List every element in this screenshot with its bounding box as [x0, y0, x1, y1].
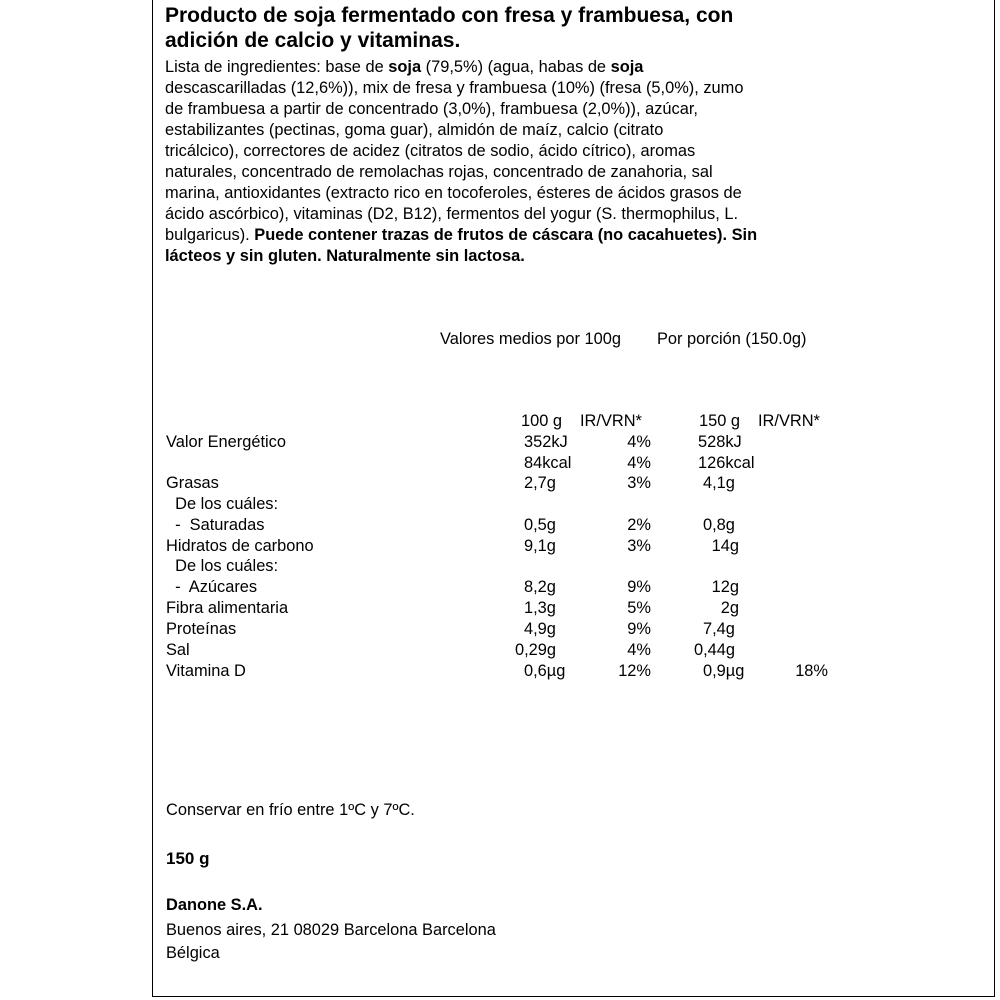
value-100g: 352kJ: [524, 433, 568, 451]
ingredients-line: naturales, concentrado de remolachas rojas, concentrado de zanahoria, sal: [165, 163, 713, 181]
nutrient-label: Grasas: [166, 474, 219, 492]
allergen-warning: lácteos y sin gluten. Naturalmente sin lactosa.: [165, 247, 525, 265]
ingredients-line: tricálcico), correctores de acidez (citratos de sodio, ácido cítrico), aromas: [165, 142, 696, 160]
nutrient-sublabel: De los cuáles:: [166, 557, 279, 575]
value-150g: 126kcal: [698, 454, 755, 472]
nutrient-label: Sal: [166, 641, 190, 659]
storage-instructions: Conservar en frío entre 1ºC y 7ºC.: [166, 801, 415, 819]
ir-150g: 18%: [795, 662, 828, 680]
product-title-line: adición de calcio y vitaminas.: [165, 29, 461, 52]
value-100g: 9,1g: [524, 537, 556, 555]
nutrition-header-values: Valores medios por 100g: [440, 330, 622, 348]
value-150g: 4,1g: [703, 474, 735, 492]
ir-100g: 4%: [627, 641, 651, 659]
product-title: [165, 3, 985, 53]
ir-100g: 4%: [627, 433, 651, 451]
ingredients-line: marina, antioxidantes (extracto rico en tocoferoles, ésteres de ácidos grasos de: [165, 184, 742, 202]
company-country: Bélgica: [166, 944, 220, 962]
ir-100g: 4%: [627, 454, 651, 472]
ingredients-line: ácido ascórbico), vitaminas (D2, B12), fermentos del yogur (S. thermophilus, L.: [165, 205, 739, 223]
nutrient-label: - Azúcares: [166, 578, 258, 596]
allergen-soja: soja: [388, 58, 422, 76]
value-150g: 7,4g: [703, 620, 735, 638]
ingredients-text: (79,5%) (agua, habas de: [421, 58, 611, 76]
nutrient-label: Fibra alimentaria: [166, 599, 289, 617]
nutrient-label: Valor Energético: [166, 433, 286, 451]
ingredients-list: [165, 57, 995, 267]
value-100g: 0,6µg: [524, 662, 566, 680]
value-150g: 14g: [711, 537, 739, 555]
value-100g: 8,2g: [524, 578, 556, 596]
ir-100g: 12%: [618, 662, 651, 680]
column-header-ir: IR/VRN*: [758, 412, 820, 430]
nutrient-label: Vitamina D: [166, 662, 246, 680]
ir-100g: 9%: [627, 578, 651, 596]
ingredients-line: [165, 225, 995, 246]
value-150g: 528kJ: [698, 433, 742, 451]
value-100g: 84kcal: [524, 454, 572, 472]
nutrient-label: Proteínas: [166, 620, 237, 638]
value-100g: 0,29g: [515, 641, 557, 659]
product-title-line: Producto de soja fermentado con fresa y frambuesa, con: [165, 4, 734, 27]
column-header-100g: 100 g: [521, 412, 563, 430]
ir-100g: 9%: [627, 620, 651, 638]
company-address: Buenos aires, 21 08029 Barcelona Barcelona: [166, 921, 496, 939]
value-100g: 0,5g: [524, 516, 556, 534]
ir-100g: 5%: [627, 599, 651, 617]
ingredients-line: estabilizantes (pectinas, goma guar), almidón de maíz, calcio (citrato: [165, 121, 664, 139]
value-150g: 2g: [720, 599, 739, 617]
company-name: Danone S.A.: [166, 896, 263, 914]
value-150g: 12g: [711, 578, 739, 596]
ingredients-line: [165, 57, 995, 78]
value-100g: 1,3g: [524, 599, 556, 617]
value-150g: 0,8g: [703, 516, 735, 534]
column-header-150g: 150 g: [699, 412, 741, 430]
allergen-warning: Puede contener trazas de frutos de cáscara (no cacahuetes). Sin: [254, 226, 758, 244]
ingredients-text: bulgaricus).: [165, 226, 255, 244]
ir-100g: 3%: [627, 537, 651, 555]
nutrient-label: Hidratos de carbono: [166, 537, 314, 555]
value-100g: 4,9g: [524, 620, 556, 638]
value-100g: 2,7g: [524, 474, 556, 492]
column-header-ir: IR/VRN*: [580, 412, 642, 430]
net-weight: 150 g: [166, 849, 210, 868]
ingredients-line: descascarilladas (12,6%)), mix de fresa y frambuesa (10%) (fresa (5,0%), zumo: [165, 79, 744, 97]
ir-100g: 3%: [627, 474, 651, 492]
ingredients-line: de frambuesa a partir de concentrado (3,0%), frambuesa (2,0%)), azúcar,: [165, 100, 698, 118]
value-150g: 0,44g: [694, 641, 736, 659]
nutrient-label: - Saturadas: [166, 516, 265, 534]
nutrition-header-portion: Por porción (150.0g): [657, 330, 807, 348]
nutrient-sublabel: De los cuáles:: [166, 495, 279, 513]
allergen-soja: soja: [610, 58, 644, 76]
value-150g: 0,9µg: [703, 662, 745, 680]
ingredients-text: Lista de ingredientes: base de: [165, 58, 389, 76]
ir-100g: 2%: [627, 516, 651, 534]
